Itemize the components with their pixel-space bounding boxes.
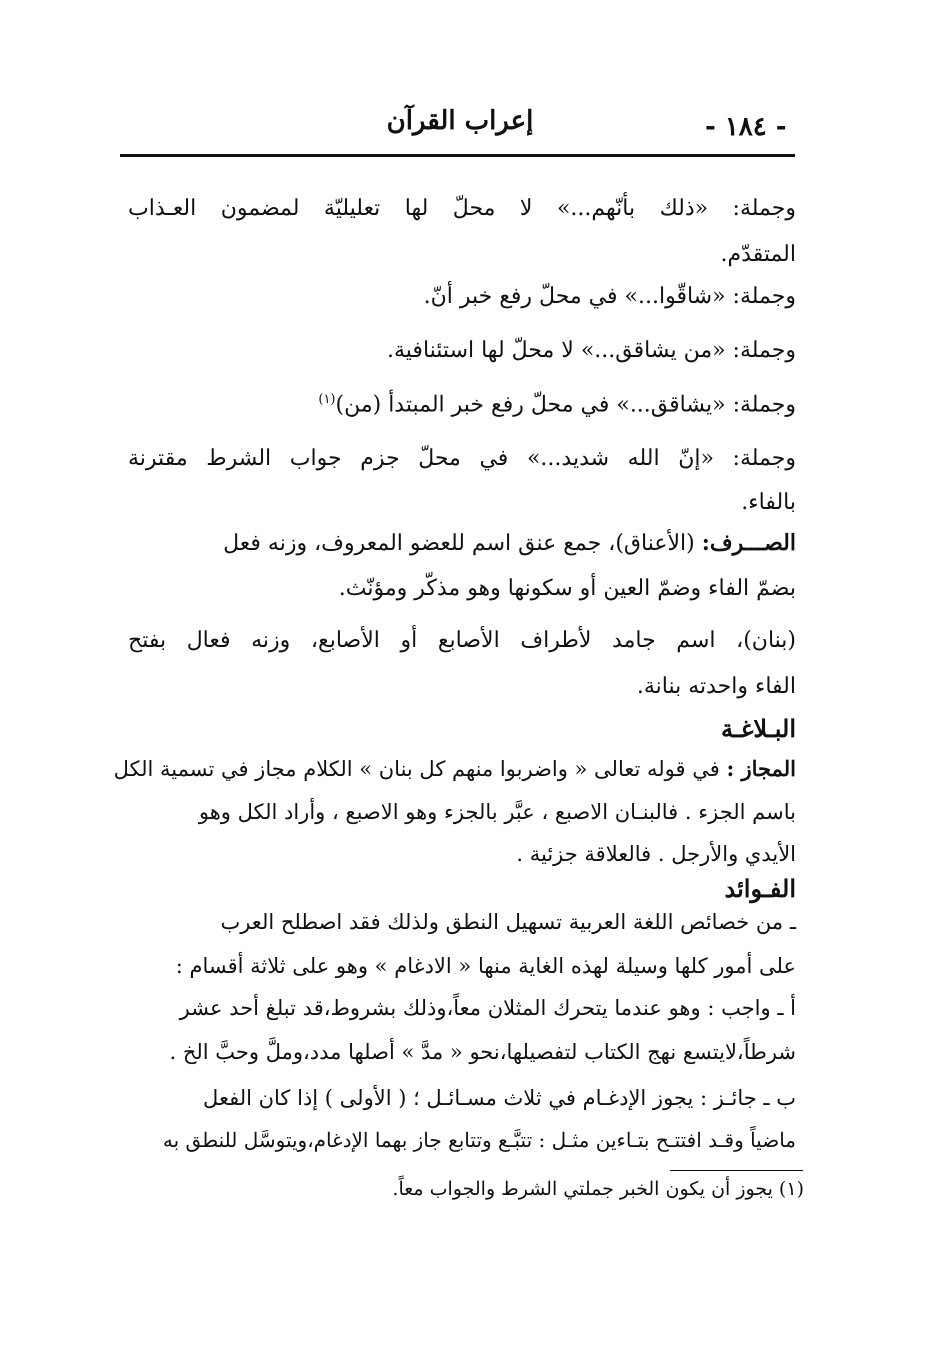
text-line: باسم الجزء . فالبنـان الاصبع ، عبَّر بالجزء وهو الاصبع ، وأراد الكل وهو	[198, 800, 796, 824]
text-line: الأيدي والأرجل . فالعلاقة جزئية .	[516, 842, 796, 866]
section-heading-fawaid: الفـوائد	[724, 874, 796, 903]
text-line: ـ من خصائص اللغة العربية تسهيل النطق ولذلك فقد اصطلح العرب	[220, 910, 796, 934]
text-span: في قوله تعالى « واضربوا منهم كل بنان » الكلام مجاز في تسمية الكل	[113, 757, 720, 781]
sarf-label: الصـــرف:	[701, 530, 796, 556]
text-line: وجملة: «من يشاقق...» لا محلّ لها استئنافية.	[387, 338, 796, 363]
text-line: ب ـ جائـز : يجوز الإدغـام في ثلاث مسـائـل ؛ ( الأولى ) إذا كان الفعل	[203, 1086, 796, 1110]
text-line: بالفاء.	[741, 490, 796, 515]
text-line: الفاء واحدته بنانة.	[636, 674, 796, 699]
text-line	[128, 530, 796, 556]
page-number: - ١٨٤ -	[705, 112, 787, 142]
text-line: المتقدّم.	[720, 242, 796, 267]
text-line: وجملة: «شاقّوا...» في محلّ رفع خبر أنّ.	[423, 284, 796, 309]
footnote-divider	[670, 1170, 803, 1171]
text-line: (بنان)، اسم جامد لأطراف الأصابع أو الأصابع، وزنه فعال بفتح	[128, 628, 796, 653]
text-line: شرطاً،لايتسع نهج الكتاب لتفصيلها،نحو « مدَّ » أصلها مدد،وملَّ وحبَّ الخ .	[169, 1040, 796, 1064]
text-line	[113, 756, 796, 781]
text-line	[128, 392, 796, 417]
text-line: وجملة: «إنّ الله شديد...» في محلّ جزم جواب الشرط مقترنة	[128, 446, 796, 471]
running-title: إعراب القرآن	[386, 106, 534, 136]
text-span: (الأعناق)، جمع عنق اسم للعضو المعروف، وزنه فعل	[223, 531, 695, 556]
text-line: ماضياً وقـد افتتـح بتـاءين مثـل : تتبَّـع وتتابع جاز بهما الإدغام،ويتوسَّل للنطق به	[162, 1128, 796, 1152]
footnote: (١) يجوز أن يكون الخبر جملتي الشرط والجواب معاً.	[392, 1178, 804, 1200]
majaz-label: المجاز :	[726, 756, 796, 781]
text-line: وجملة: «ذلك بأنّهم...» لا محلّ لها تعليليّة لمضمون العـذاب	[128, 196, 796, 221]
text-span: وجملة: «يشاقق...» في محلّ رفع خبر المبتدأ (من)	[335, 392, 796, 418]
main-text	[113, 0, 796, 1160]
text-line: أ ـ واجب : وهو عندما يتحرك المثلان معاً،وذلك بشروط،قد تبلغ أحد عشر	[179, 996, 796, 1020]
text-line: بضمّ الفاء وضمّ العين أو سكونها وهو مذكّر ومؤنّث.	[338, 576, 796, 601]
footnote-ref: (١)	[318, 392, 336, 407]
section-heading-balagha: البـلاغـة	[720, 714, 796, 743]
text-line: على أمور كلها وسيلة لهذه الغاية منها « الادغام » وهو على ثلاثة أقسام :	[175, 954, 796, 978]
